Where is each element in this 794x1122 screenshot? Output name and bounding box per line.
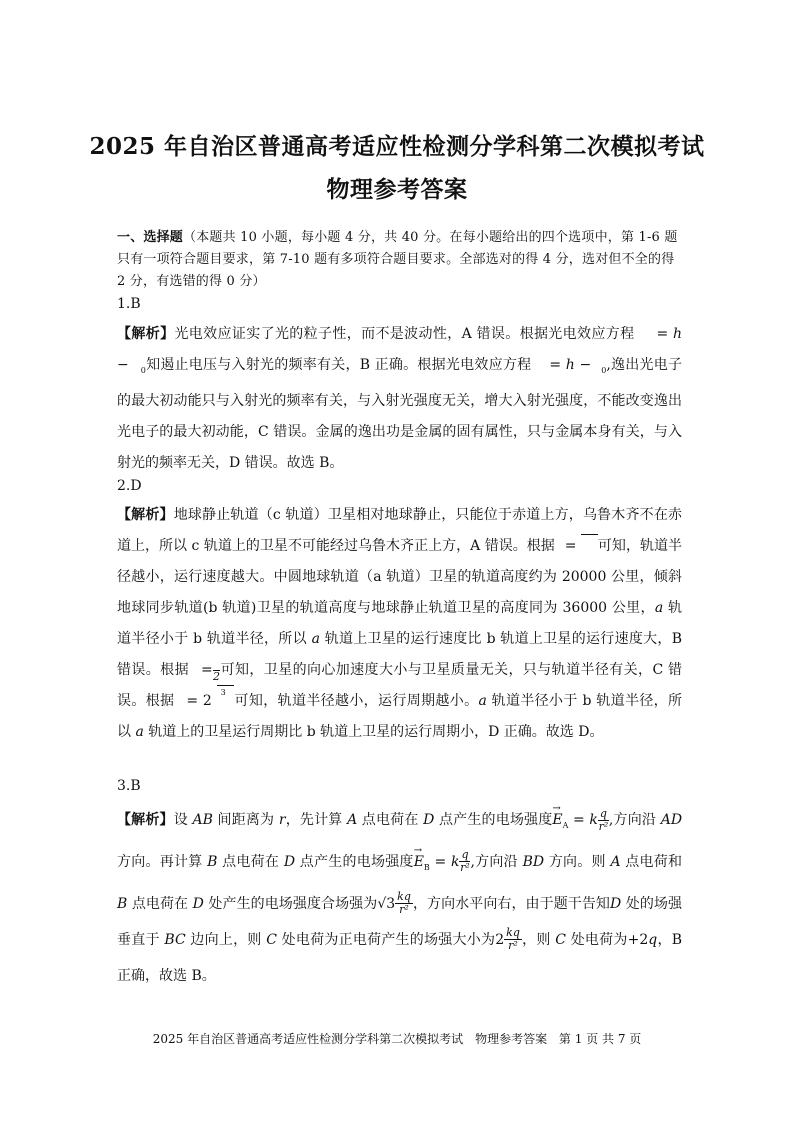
q3-text-20: 处电荷为+2 (566, 931, 649, 948)
exam-title: 2025 年自治区普通高考适应性检测分学科第二次模拟考试 (89, 133, 705, 160)
q3-bd: BD (522, 853, 545, 870)
q3-sub-b: B (423, 862, 430, 872)
q1-text-2: 知遏止电压与入射光的频率有关，B 正确。根据光电效应方程 (145, 357, 532, 373)
q3-a-2: A (610, 853, 621, 870)
q3-text-14: 处产生的电场强度合场强为 (203, 895, 378, 912)
q2-eq-2: = (200, 662, 213, 678)
q3-vector-ea: → E (552, 802, 562, 838)
sqrt-symbol-2: 3 (217, 685, 235, 704)
footer-title: 2025 年自治区普通高考适应性检测分学科第二次模拟考试 物理参考答案 (152, 1032, 548, 1046)
q3-fraction-4: $\frac{kq}{\text{r²}}$ (506, 926, 520, 953)
q3-fraction-3: $\frac{kq}{\text{r²}}$ (397, 890, 411, 917)
q3-text-13: 点电荷在 (127, 895, 193, 912)
q1-eq-2: = h − (549, 357, 592, 373)
q3-ad: AD (660, 812, 683, 828)
q3-text-18: 处电荷为正电荷产生的场强大小为 (276, 931, 496, 948)
q3-fraction-2: $\frac{q}{\text{r²}}$ (460, 848, 470, 875)
q3-text-4: 点电荷在 (357, 812, 424, 828)
q2-tag: 【解析】 (117, 507, 174, 523)
sqrt-symbol-1 (581, 534, 598, 549)
q1-text-1: 光电效应证实了光的粒子性，而不是波动性，A 错误。根据光电效应方程 (174, 326, 635, 342)
q3-eq-k-2: = k (434, 853, 460, 870)
q1-eq-1-sub: 0 (140, 365, 146, 375)
q3-d-3: D (192, 895, 204, 912)
q2-eq-1: = (564, 538, 577, 554)
q3-text-21: ，B 正确，故选 B。 (117, 931, 683, 984)
q3-text-10: ,方向沿 (470, 853, 523, 870)
exam-subtitle: 物理参考答案 (326, 176, 468, 203)
q2-text-1: 地球静止轨道（c 轨道）卫星相对地球静止，只能位于赤道上方，乌鲁木齐不在赤道上，所以 c 轨道上的卫星不可能经过乌鲁木齐正上方，A 错误。根据 (117, 507, 682, 554)
q3-d-4: D (610, 895, 622, 912)
q3-text-8: 点电荷在 (217, 853, 284, 870)
q2-explanation (117, 500, 682, 748)
q3-text-7: 方向。再计算 (117, 853, 208, 870)
q3-sub-a: A (562, 820, 569, 830)
q3-text-2: 间距离为 (212, 812, 279, 828)
section-heading: 一、选择题 (117, 230, 184, 245)
q3-sqrt3: √3 (377, 895, 396, 912)
q3-q: q (648, 931, 658, 948)
q3-tag: 【解析】 (117, 812, 174, 828)
q3-number: 3.B (117, 778, 141, 794)
q3-b-1: B (207, 853, 218, 870)
section-intro (117, 227, 687, 293)
q2-number: 2.D (117, 478, 142, 494)
q2-a-2: a (311, 631, 320, 647)
q2-eq-3: = 2 (186, 693, 212, 709)
q3-c-2: C (555, 931, 566, 948)
q1-explanation (117, 319, 682, 479)
q3-r: r (278, 812, 286, 828)
q2-text-6: 可知，轨道半径越小，运行周期越小。 (234, 693, 479, 709)
q1-number: 1.B (117, 296, 141, 312)
q3-text-9: 点产生的电场强度 (295, 853, 414, 870)
q2-a-1: a (654, 600, 664, 616)
q3-a-1: A (347, 812, 358, 828)
q2-text-3: 轨道半径小于 b 轨道半径，所以 (117, 600, 682, 647)
q2-text-5: 可知，卫星的向心加速度大小与卫星质量无关，只与轨道半径有关，C 错误。根据 (117, 662, 683, 709)
q2-a-4: a (135, 724, 144, 740)
q1-eq-1: = h − (117, 326, 683, 373)
footer-page-number: 第 1 页 共 7 页 (558, 1032, 642, 1046)
q3-two: 2 (495, 931, 505, 948)
q3-d-2: D (283, 853, 296, 870)
q3-c-1: C (266, 931, 277, 948)
q2-text-2: 可知，轨道半径越小，运行速度越大。中圆地球轨道（a 轨道）卫星的轨道高度约为 20000 公里，倾斜地球同步轨道(b 轨道)卫星的轨道高度与地球静止轨道卫星的高度同为 36000 公里， (117, 538, 682, 616)
q3-fraction-1: $\frac{q}{\text{r²}}$ (598, 806, 609, 833)
q3-text-12: 点电荷和 (620, 853, 683, 870)
q3-d-1: D (423, 812, 435, 828)
q3-text-17: 边向上，则 (185, 931, 267, 948)
q3-bc: BC (164, 931, 186, 948)
page-footer (0, 1030, 794, 1047)
q3-b-2: B (117, 895, 128, 912)
q2-text-7: 轨道半径小于 b 轨道半径，所以 (117, 693, 683, 740)
q2-text-8: 轨道上的卫星运行周期比 b 轨道上卫星的运行周期小，D 正确。故选 D。 (143, 724, 604, 740)
q3-text-1: 设 (173, 812, 193, 828)
q3-explanation (117, 802, 682, 994)
q3-vector-eb: → E (414, 844, 424, 880)
q3-text-15: ，方向水平向右，由于题干告知 (412, 895, 611, 912)
q1-tag: 【解析】 (117, 326, 175, 342)
q3-eq-k-1: = k (573, 812, 598, 828)
q3-text-6: ,方向沿 (608, 812, 661, 828)
q2-text-4: 轨道上卫星的运行速度比 b 轨道上卫星的运行速度大，B 错误。根据 (117, 631, 682, 678)
q1-eq-2-sub: 0 (601, 365, 607, 375)
q3-text-5: 点产生的电场强度 (434, 812, 553, 828)
q3-text-11: 方向。则 (544, 853, 611, 870)
q3-text-16: 处的场强垂直于 (117, 895, 683, 948)
section-instructions: （本题共 10 小题，每小题 4 分，共 40 分。在每小题给出的四个选项中，第 1-6 题只有一项符合题目要求，第 7-10 题有多项符合题目要求。全部选对的得 4 分，选对但不全的得 2 分，有选错的得 0 分） (117, 230, 678, 289)
q2-a-3: a (478, 693, 487, 709)
q2-fraction-1: 2 (213, 658, 221, 683)
q3-ab: AB (192, 812, 213, 828)
q1-text-3: ,逸出光电子的最大初动能只与入射光的频率有关，与入射光强度无关，增大入射光强度，不能改变逸出光电子的最大初动能，C 错误。金属的逸出功是金属的固有属性，只与金属本身有关，与入射光的频率无关，D 错误。故选 B。 (117, 357, 682, 471)
q3-text-19: ，则 (521, 931, 556, 948)
q3-text-3: ，先计算 (285, 812, 348, 828)
